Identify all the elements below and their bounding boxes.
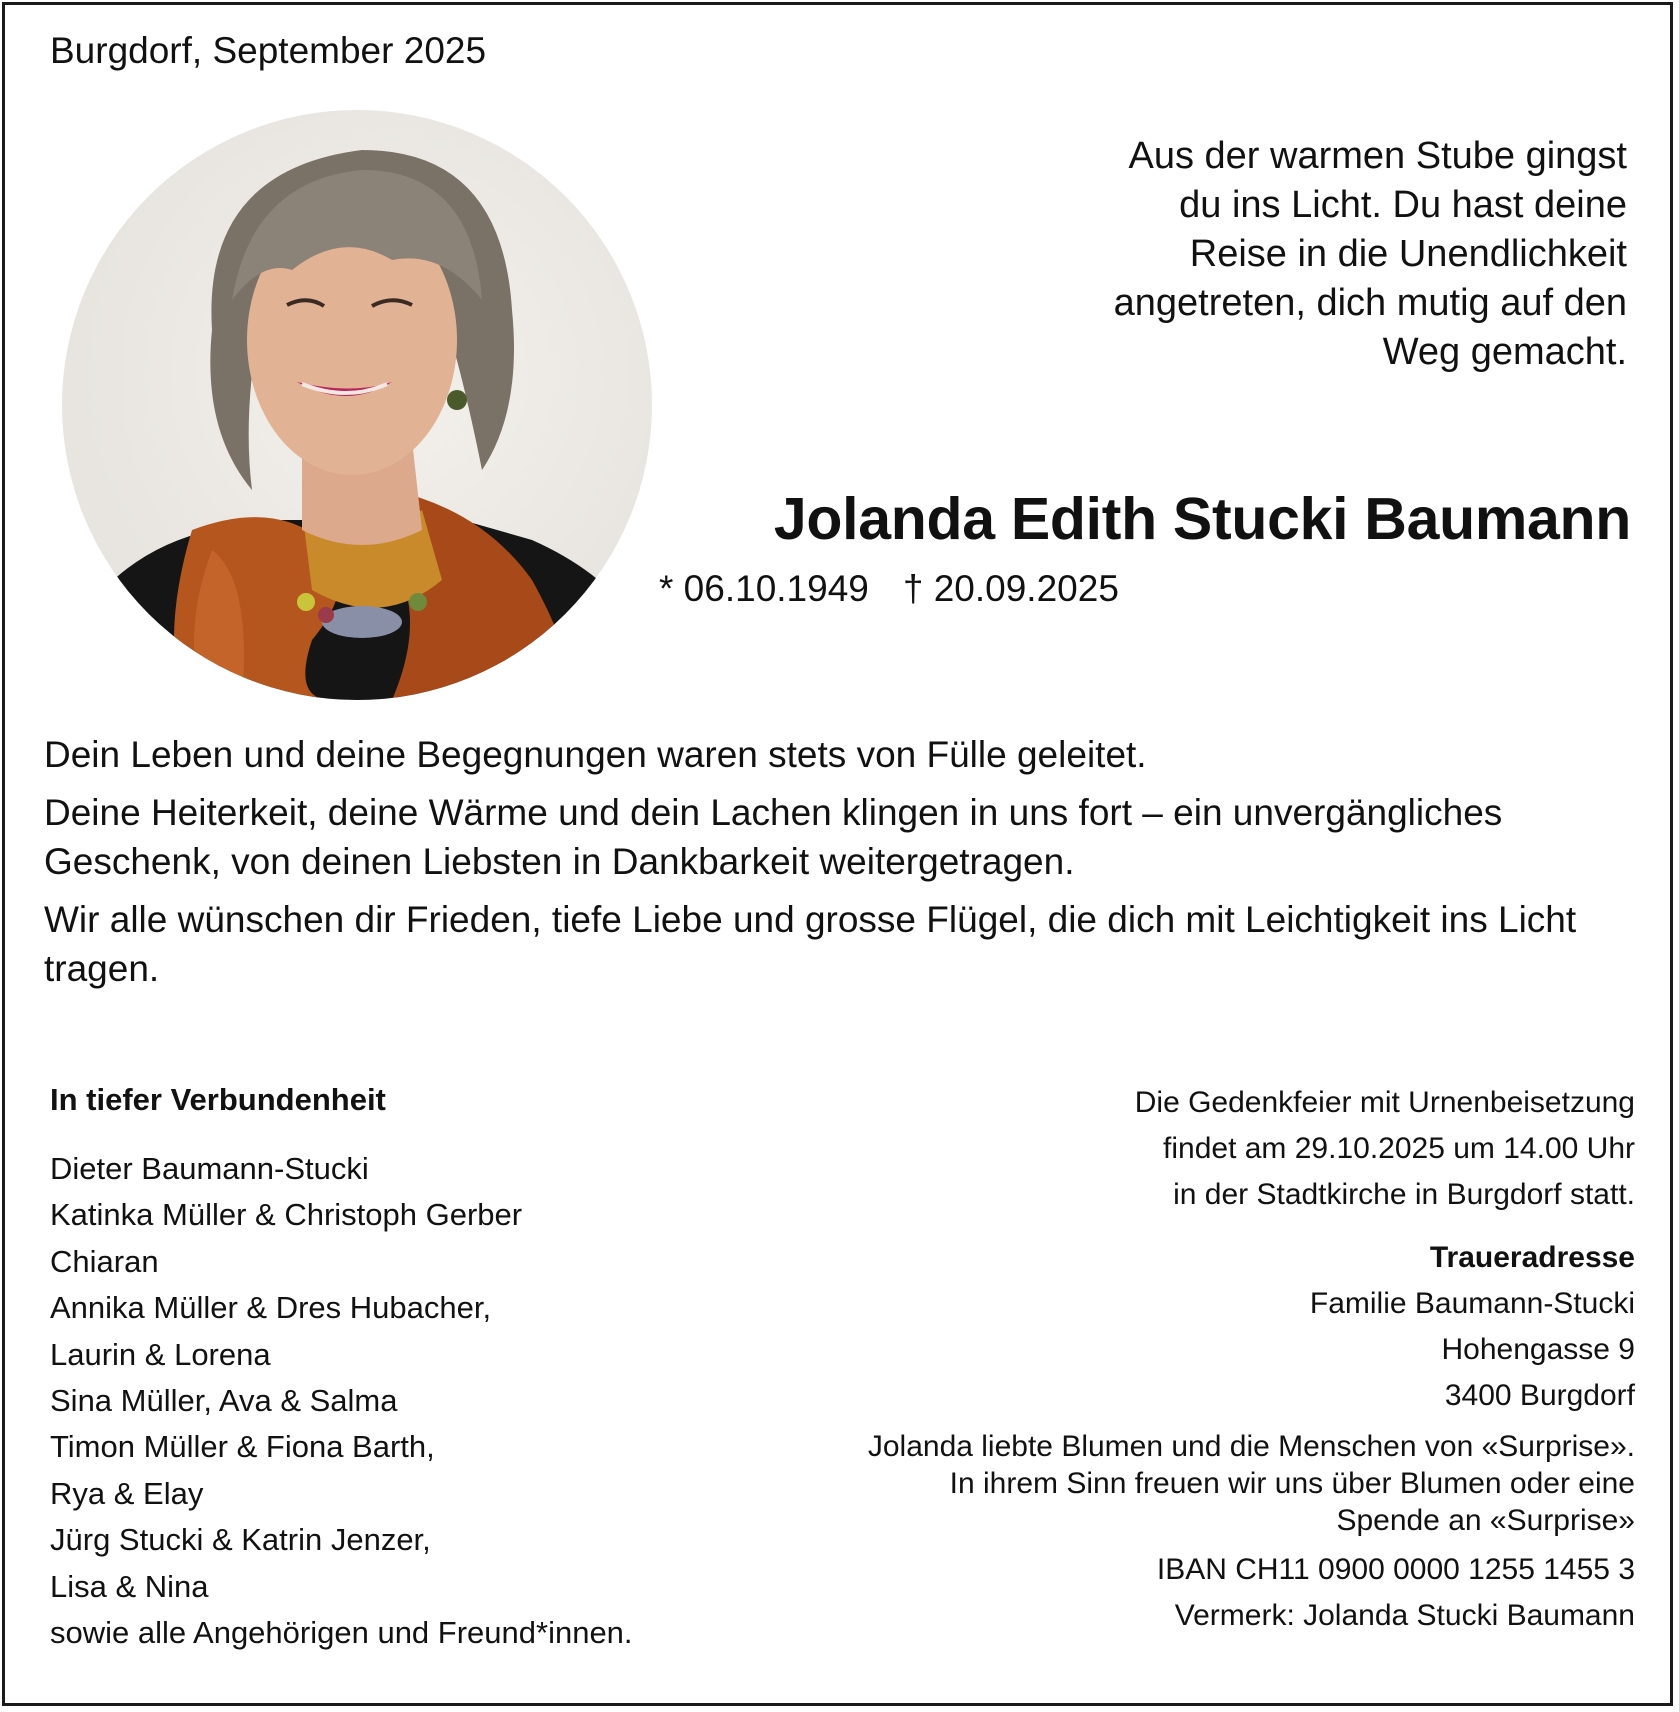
ceremony-line: findet am 29.10.2025 um 14.00 Uhr bbox=[1163, 1132, 1635, 1165]
mourner-line: sowie alle Angehörigen und Freund*innen. bbox=[50, 1615, 633, 1651]
mourner-line: Annika Müller & Dres Hubacher, bbox=[50, 1290, 492, 1326]
payment-note: Vermerk: Jolanda Stucki Baumann bbox=[1174, 1599, 1635, 1632]
mourner-line: Rya & Elay bbox=[50, 1475, 204, 1511]
mourner-line: Chiaran bbox=[50, 1243, 159, 1279]
deceased-name: Jolanda Edith Stucki Baumann bbox=[773, 486, 1631, 552]
mourners-heading: In tiefer Verbundenheit bbox=[50, 1082, 386, 1117]
mourners-section bbox=[50, 1082, 730, 1656]
mourning-address bbox=[715, 1281, 1635, 1419]
mourner-line: Lisa & Nina bbox=[50, 1568, 209, 1604]
death-date: † 20.09.2025 bbox=[902, 568, 1119, 609]
ceremony-info bbox=[715, 1080, 1635, 1218]
place-date: Burgdorf, September 2025 bbox=[50, 30, 487, 71]
tribute-paragraph: Wir alle wünschen dir Frieden, tiefe Liebe und grosse Flügel, die dich mit Leichtigkeit ins Licht tragen. bbox=[44, 899, 1577, 989]
mourners-list bbox=[50, 1146, 730, 1656]
tribute-paragraph: Deine Heiterkeit, deine Wärme und dein Lachen klingen in uns fort – ein unvergängliches Geschenk, von deinen Liebsten in Dankbarkeit weitergetragen. bbox=[44, 792, 1503, 882]
ceremony-line: in der Stadtkirche in Burgdorf statt. bbox=[1173, 1178, 1635, 1211]
verse-line: Aus der warmen Stube gingst bbox=[1128, 135, 1627, 177]
memorial-verse bbox=[977, 132, 1627, 377]
verse-line: Weg gemacht. bbox=[1382, 331, 1627, 373]
details-section bbox=[715, 1080, 1635, 1639]
address-title: Traueradresse bbox=[1429, 1241, 1635, 1274]
ceremony-line: Die Gedenkfeier mit Urnenbeisetzung bbox=[1134, 1086, 1635, 1119]
mourner-line: Jürg Stucki & Katrin Jenzer, bbox=[50, 1522, 431, 1558]
address-line: Familie Baumann-Stucki bbox=[1309, 1287, 1635, 1320]
mourner-line: Sina Müller, Ava & Salma bbox=[50, 1383, 398, 1419]
mourner-line: Katinka Müller & Christoph Gerber bbox=[50, 1197, 523, 1233]
mourner-line: Timon Müller & Fiona Barth, bbox=[50, 1429, 435, 1465]
verse-line: Reise in die Unendlichkeit bbox=[1189, 233, 1627, 275]
verse-line: angetreten, dich mutig auf den bbox=[1113, 282, 1627, 324]
tribute-message bbox=[44, 730, 1644, 1002]
donation-note: Jolanda liebte Blumen und die Menschen von «Surprise». In ihrem Sinn freuen wir uns über Blumen oder eine Spende an «Surprise» bbox=[867, 1430, 1635, 1537]
tribute-paragraph: Dein Leben und deine Begegnungen waren stets von Fülle geleitet. bbox=[44, 734, 1147, 775]
address-line: 3400 Burgdorf bbox=[1444, 1379, 1635, 1412]
address-line: Hohengasse 9 bbox=[1441, 1333, 1635, 1366]
bank-details bbox=[715, 1547, 1635, 1639]
mourner-line: Dieter Baumann-Stucki bbox=[50, 1151, 369, 1186]
verse-line: du ins Licht. Du hast deine bbox=[1179, 184, 1627, 226]
portrait-photo bbox=[62, 110, 652, 700]
portrait-illustration bbox=[62, 110, 652, 700]
mourner-line: Laurin & Lorena bbox=[50, 1336, 271, 1372]
iban: IBAN CH11 0900 0000 1255 1455 3 bbox=[1156, 1553, 1635, 1586]
life-dates bbox=[659, 568, 1119, 610]
birth-date: * 06.10.1949 bbox=[659, 568, 869, 609]
